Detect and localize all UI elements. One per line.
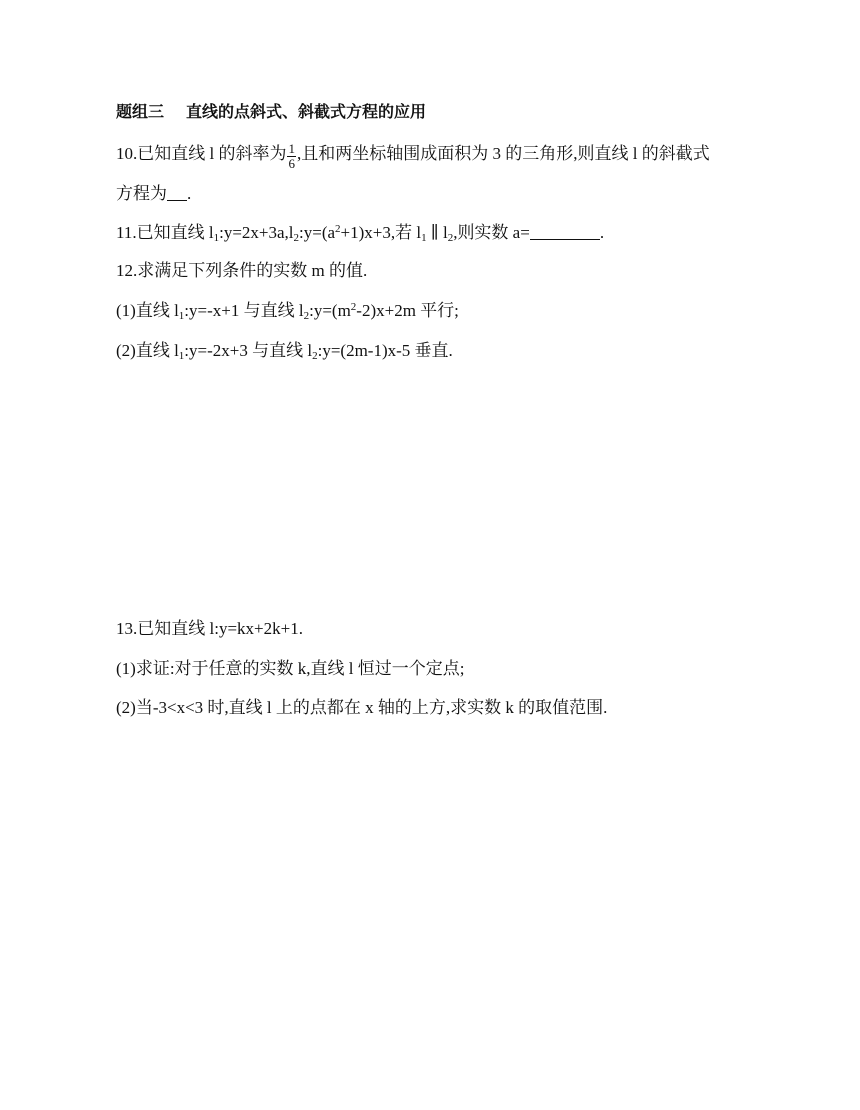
q10-text-c: 方程为 xyxy=(116,184,167,203)
question-12-part-1 xyxy=(116,300,459,322)
section-title: 直线的点斜式、斜截式方程的应用 xyxy=(186,102,427,121)
question-12-stem: 12.求满足下列条件的实数 m 的值. xyxy=(116,261,368,280)
q12-p1-text-c: :y=(m xyxy=(309,301,351,320)
q11-text-e: ∥ l xyxy=(426,223,448,242)
q11-text-b: :y=2x+3a,l xyxy=(219,223,294,242)
question-13-part-1: (1)求证:对于任意的实数 k,直线 l 恒过一个定点; xyxy=(116,659,465,678)
q11-text-d: +1)x+3,若 l xyxy=(340,223,422,242)
question-12-part-2 xyxy=(116,340,453,362)
q10-text-a: 10.已知直线 l 的斜率为 xyxy=(116,144,287,163)
answer-blank-11[interactable] xyxy=(530,223,600,240)
q11-text-c: :y=(a xyxy=(299,223,336,242)
fraction-numerator: 1 xyxy=(288,141,295,156)
q12-p2-text-b: :y=-2x+3 与直线 l xyxy=(184,341,313,360)
question-10-line-1 xyxy=(116,142,710,171)
q10-text-d: . xyxy=(187,184,192,203)
subscript: 1 xyxy=(421,232,427,244)
subscript: 2 xyxy=(303,310,310,322)
superscript: 2 xyxy=(350,301,357,313)
q11-text-g: . xyxy=(599,223,605,242)
question-10-line-2 xyxy=(116,183,191,205)
section-label: 题组三 xyxy=(116,102,165,121)
q11-text-a: 11.已知直线 l xyxy=(116,223,214,242)
q12-p2-text-c: :y=(2m-1)x-5 垂直. xyxy=(317,341,453,360)
section-heading xyxy=(116,101,426,123)
superscript: 2 xyxy=(335,223,341,235)
subscript: 1 xyxy=(178,350,185,362)
q12-p1-text-b: :y=-x+1 与直线 l xyxy=(184,301,304,320)
subscript: 2 xyxy=(312,350,318,362)
subscript: 2 xyxy=(293,232,300,244)
q10-text-b: ,且和两坐标轴围成面积为 3 的三角形,则直线 l 的斜截式 xyxy=(296,144,710,163)
q12-p2-text-a: (2)直线 l xyxy=(116,341,179,360)
fraction-denominator: 6 xyxy=(288,156,295,171)
q12-p1-text-a: (1)直线 l xyxy=(116,301,179,320)
answer-blank-10[interactable] xyxy=(167,184,187,201)
subscript: 1 xyxy=(178,310,185,322)
q11-text-f: ,则实数 a= xyxy=(453,223,530,242)
q12-p1-text-d: -2)x+2m 平行; xyxy=(356,301,459,320)
q10-fraction xyxy=(287,142,296,171)
subscript: 1 xyxy=(213,232,220,244)
subscript: 2 xyxy=(447,232,454,244)
question-11 xyxy=(116,222,604,244)
question-13-stem: 13.已知直线 l:y=kx+2k+1. xyxy=(116,619,303,638)
question-13-part-2: (2)当-3<x<3 时,直线 l 上的点都在 x 轴的上方,求实数 k 的取值范围. xyxy=(116,698,608,717)
